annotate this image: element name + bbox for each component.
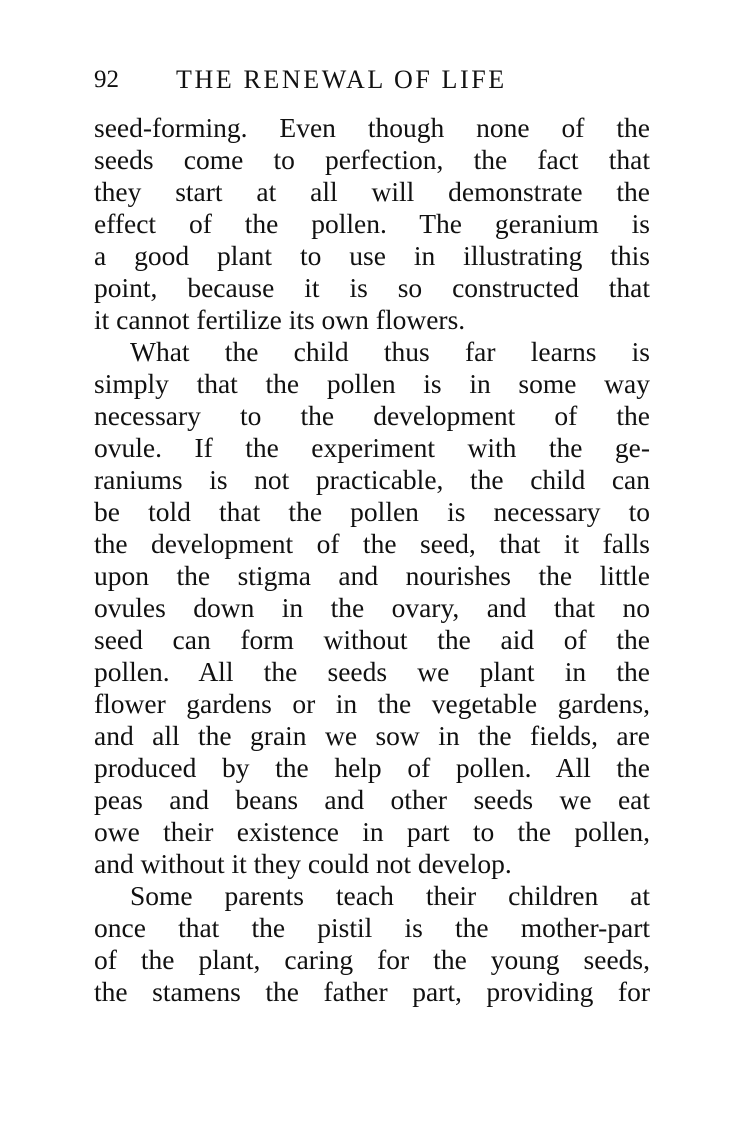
text-line: ovule. If the experiment with the ge- — [94, 432, 650, 463]
running-head — [94, 62, 650, 98]
text-line: of the plant, caring for the young seeds, — [94, 944, 650, 975]
text-line: seed-forming. Even though none of the — [94, 112, 650, 143]
text-line: effect of the pollen. The geranium is — [94, 208, 650, 239]
page-number: 92 — [94, 66, 119, 93]
body-text — [94, 112, 650, 1008]
text-line: upon the stigma and nourishes the little — [94, 560, 650, 591]
text-line: the development of the seed, that it falls — [94, 528, 650, 559]
text-line: flower gardens or in the vegetable gardens, — [94, 688, 650, 719]
text-line: produced by the help of pollen. All the — [94, 752, 650, 783]
text-line: owe their existence in part to the pollen, — [94, 816, 650, 847]
text-line: necessary to the development of the — [94, 400, 650, 431]
text-line: point, because it is so constructed that — [94, 272, 650, 303]
text-line: What the child thus far learns is — [130, 336, 650, 367]
text-line: it cannot fertilize its own flowers. — [94, 304, 466, 335]
text-line: and without it they could not develop. — [94, 848, 512, 879]
text-line: simply that the pollen is in some way — [94, 368, 650, 399]
text-line: peas and beans and other seeds we eat — [94, 784, 650, 815]
running-title: THE RENEWAL OF LIFE — [176, 65, 507, 94]
text-line: be told that the pollen is necessary to — [94, 496, 650, 527]
text-line: seeds come to perfection, the fact that — [94, 144, 650, 175]
text-line: and all the grain we sow in the fields, are — [94, 720, 650, 751]
text-line: Some parents teach their children at — [130, 880, 650, 911]
text-line: raniums is not practicable, the child can — [94, 464, 650, 495]
text-line: once that the pistil is the mother-part — [94, 912, 650, 943]
text-line: pollen. All the seeds we plant in the — [94, 656, 650, 687]
text-line: seed can form without the aid of the — [94, 624, 650, 655]
text-line: ovules down in the ovary, and that no — [94, 592, 650, 623]
text-line: they start at all will demonstrate the — [94, 176, 650, 207]
text-line: the stamens the father part, providing for — [94, 976, 650, 1007]
text-line: a good plant to use in illustrating this — [94, 240, 650, 271]
